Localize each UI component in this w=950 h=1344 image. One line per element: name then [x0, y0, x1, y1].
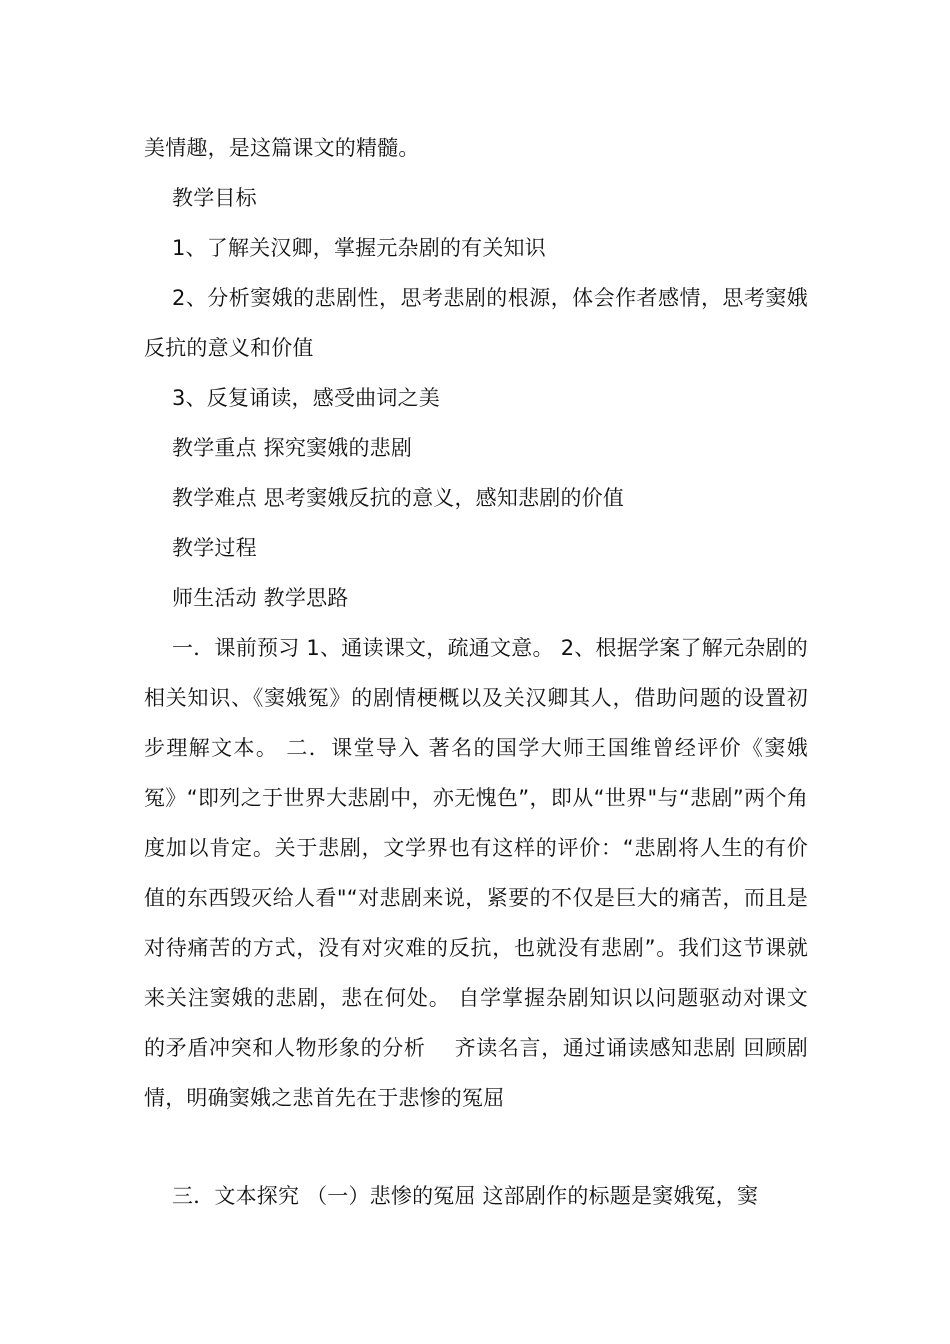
goal-item-1: 1、了解关汉卿，掌握元杂剧的有关知识	[172, 236, 546, 260]
teaching-focus: 教学重点 探究窦娥的悲剧	[172, 436, 413, 460]
body-paragraph-main: 一．课前预习 1、通读课文，疏通文意。 2、根据学案了解元杂剧的相关知识、《窦娥冤》的剧情梗概以及关汉卿其人，借助问题的设置初步理解文本。 二．课堂导入 著名的国学大师王国维曾经评价《窦娥冤》“即列之于世界大悲剧中，亦无愧色”，即从“世界"与“悲剧”两个角度加以肯定。关于悲剧，文学界也有这样的评价：“悲剧将人生的有价值的东西毁灭给人看"“对悲剧来说，紧要的不仅是巨大的痛苦，而且是对待痛苦的方式，没有对灾难的反抗，也就没有悲剧”。我们这节课就来关注窦娥的悲剧，悲在何处。 自学掌握杂剧知识以问题驱动对课文的矛盾冲突和人物形象的分析 齐读名言，通过诵读感知悲剧 回顾剧情，明确窦娥之悲首先在于悲惨的冤屈	[144, 636, 808, 1110]
goal-item-3: 3、反复诵读，感受曲词之美	[172, 386, 440, 410]
activity-header: 师生活动 教学思路	[172, 586, 349, 610]
paragraph-continuation: 美情趣，是这篇课文的精髓。	[144, 136, 420, 160]
heading-teaching-process: 教学过程	[172, 536, 257, 560]
section-three-paragraph: 三．文本探究 （一）悲惨的冤屈 这部剧作的标题是窦娥冤，窦	[172, 1184, 759, 1208]
teaching-difficulty: 教学难点 思考窦娥反抗的意义，感知悲剧的价值	[172, 486, 625, 510]
goal-item-2: 2、分析窦娥的悲剧性，思考悲剧的根源，体会作者感情，思考窦娥反抗的意义和价值	[144, 286, 808, 360]
heading-teaching-goals: 教学目标	[172, 186, 257, 210]
